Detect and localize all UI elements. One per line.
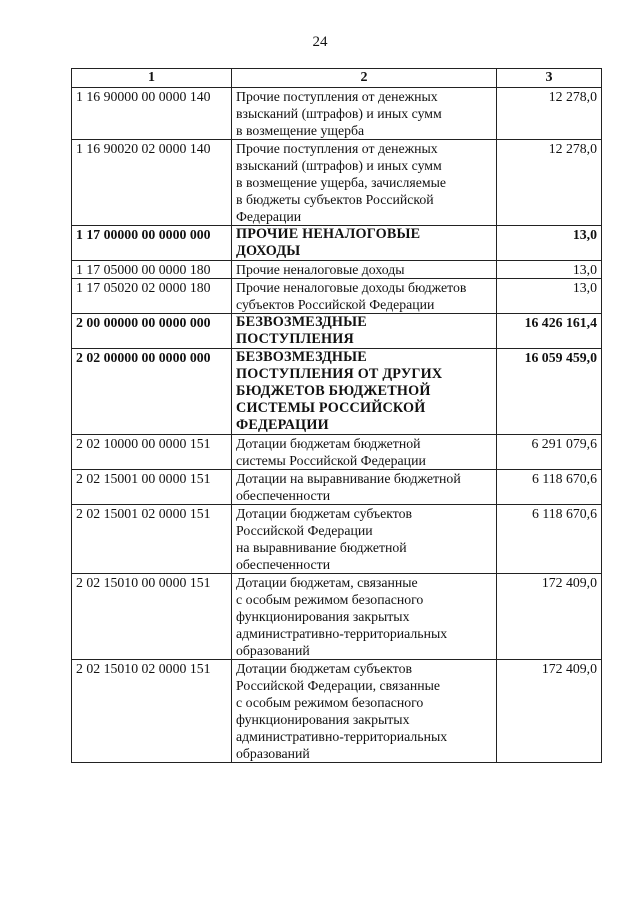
description-line: СИСТЕМЫ РОССИЙСКОЙ (236, 400, 426, 416)
budget-code-cell: 1 17 00000 00 0000 000 (72, 226, 232, 261)
description-line: с особым режимом безопасного (236, 695, 424, 710)
description-cell (232, 505, 497, 574)
page-number: 24 (312, 34, 328, 50)
description-line: образований (236, 746, 310, 761)
header-col-1: 1 (72, 69, 232, 88)
description-line: с особым режимом безопасного (236, 592, 424, 607)
description-cell (232, 279, 497, 314)
amount-cell: 172 409,0 (497, 660, 602, 763)
description-line: Прочие неналоговые доходы бюджетов (236, 280, 467, 295)
budget-code-cell: 1 17 05000 00 0000 180 (72, 261, 232, 279)
budget-code-cell: 2 02 00000 00 0000 000 (72, 349, 232, 435)
budget-revenue-table (71, 68, 602, 763)
header-col-3: 3 (497, 69, 602, 88)
description-line: обеспеченности (236, 488, 331, 503)
description-line: взысканий (штрафов) и иных сумм (236, 158, 442, 173)
description-line: Дотации бюджетам, связанные (236, 575, 418, 590)
description-line: в возмещение ущерба (236, 123, 365, 138)
budget-code-cell: 2 02 15010 02 0000 151 (72, 660, 232, 763)
amount-cell: 16 059 459,0 (497, 349, 602, 435)
budget-code-cell: 2 00 00000 00 0000 000 (72, 314, 232, 349)
description-cell (232, 349, 497, 435)
amount-cell: 13,0 (497, 279, 602, 314)
description-line: административно-территориальных (236, 626, 448, 641)
description-cell (232, 470, 497, 505)
table-row (72, 349, 602, 435)
description-cell (232, 226, 497, 261)
description-line: ДОХОДЫ (236, 243, 301, 259)
description-cell (232, 435, 497, 470)
table-row (72, 88, 602, 140)
table-row (72, 435, 602, 470)
description-line: системы Российской Федерации (236, 453, 426, 468)
description-line: ФЕДЕРАЦИИ (236, 417, 329, 433)
description-line: БЮДЖЕТОВ БЮДЖЕТНОЙ (236, 383, 431, 399)
description-line: Российской Федерации (236, 523, 373, 538)
description-line: Дотации на выравнивание бюджетной (236, 471, 461, 486)
header-col-2: 2 (232, 69, 497, 88)
amount-cell: 12 278,0 (497, 88, 602, 140)
table-row (72, 574, 602, 660)
description-line: Прочие неналоговые доходы (236, 262, 405, 277)
budget-code-cell: 1 16 90000 00 0000 140 (72, 88, 232, 140)
description-line: в возмещение ущерба, зачисляемые (236, 175, 447, 190)
description-cell (232, 261, 497, 279)
table-row (72, 140, 602, 226)
amount-cell: 6 118 670,6 (497, 470, 602, 505)
table-row (72, 226, 602, 261)
description-line: образований (236, 643, 310, 658)
table-row (72, 261, 602, 279)
description-line: субъектов Российской Федерации (236, 297, 435, 312)
budget-code-cell: 2 02 15001 00 0000 151 (72, 470, 232, 505)
description-line: обеспеченности (236, 557, 331, 572)
table-row (72, 279, 602, 314)
description-line: БЕЗВОЗМЕЗДНЫЕ (236, 349, 367, 365)
description-line: функционирования закрытых (236, 712, 410, 727)
description-line: ПОСТУПЛЕНИЯ (236, 331, 354, 347)
amount-cell: 6 118 670,6 (497, 505, 602, 574)
amount-cell: 16 426 161,4 (497, 314, 602, 349)
budget-code-cell: 1 17 05020 02 0000 180 (72, 279, 232, 314)
description-line: Прочие поступления от денежных (236, 141, 438, 156)
description-line: Российской Федерации, связанные (236, 678, 441, 693)
budget-code-cell: 2 02 10000 00 0000 151 (72, 435, 232, 470)
budget-code-cell: 2 02 15001 02 0000 151 (72, 505, 232, 574)
description-line: взысканий (штрафов) и иных сумм (236, 106, 442, 121)
description-line: функционирования закрытых (236, 609, 410, 624)
description-cell (232, 660, 497, 763)
amount-cell: 172 409,0 (497, 574, 602, 660)
description-cell (232, 88, 497, 140)
description-cell (232, 574, 497, 660)
table-row (72, 660, 602, 763)
amount-cell: 13,0 (497, 226, 602, 261)
description-line: ПОСТУПЛЕНИЯ ОТ ДРУГИХ (236, 366, 443, 382)
table-header-row (72, 69, 602, 88)
description-line: на выравнивание бюджетной (236, 540, 407, 555)
description-line: Прочие поступления от денежных (236, 89, 438, 104)
description-line: ПРОЧИЕ НЕНАЛОГОВЫЕ (236, 226, 421, 242)
description-line: в бюджеты субъектов Российской (236, 192, 434, 207)
description-line: Федерации (236, 209, 302, 224)
description-line: Дотации бюджетам субъектов (236, 661, 413, 676)
description-line: БЕЗВОЗМЕЗДНЫЕ (236, 314, 367, 330)
description-line: Дотации бюджетам субъектов (236, 506, 413, 521)
amount-cell: 6 291 079,6 (497, 435, 602, 470)
amount-cell: 13,0 (497, 261, 602, 279)
description-line: административно-территориальных (236, 729, 448, 744)
description-line: Дотации бюджетам бюджетной (236, 436, 421, 451)
table-row (72, 314, 602, 349)
budget-code-cell: 2 02 15010 00 0000 151 (72, 574, 232, 660)
amount-cell: 12 278,0 (497, 140, 602, 226)
description-cell (232, 314, 497, 349)
budget-code-cell: 1 16 90020 02 0000 140 (72, 140, 232, 226)
table-row (72, 470, 602, 505)
table-row (72, 505, 602, 574)
description-cell (232, 140, 497, 226)
